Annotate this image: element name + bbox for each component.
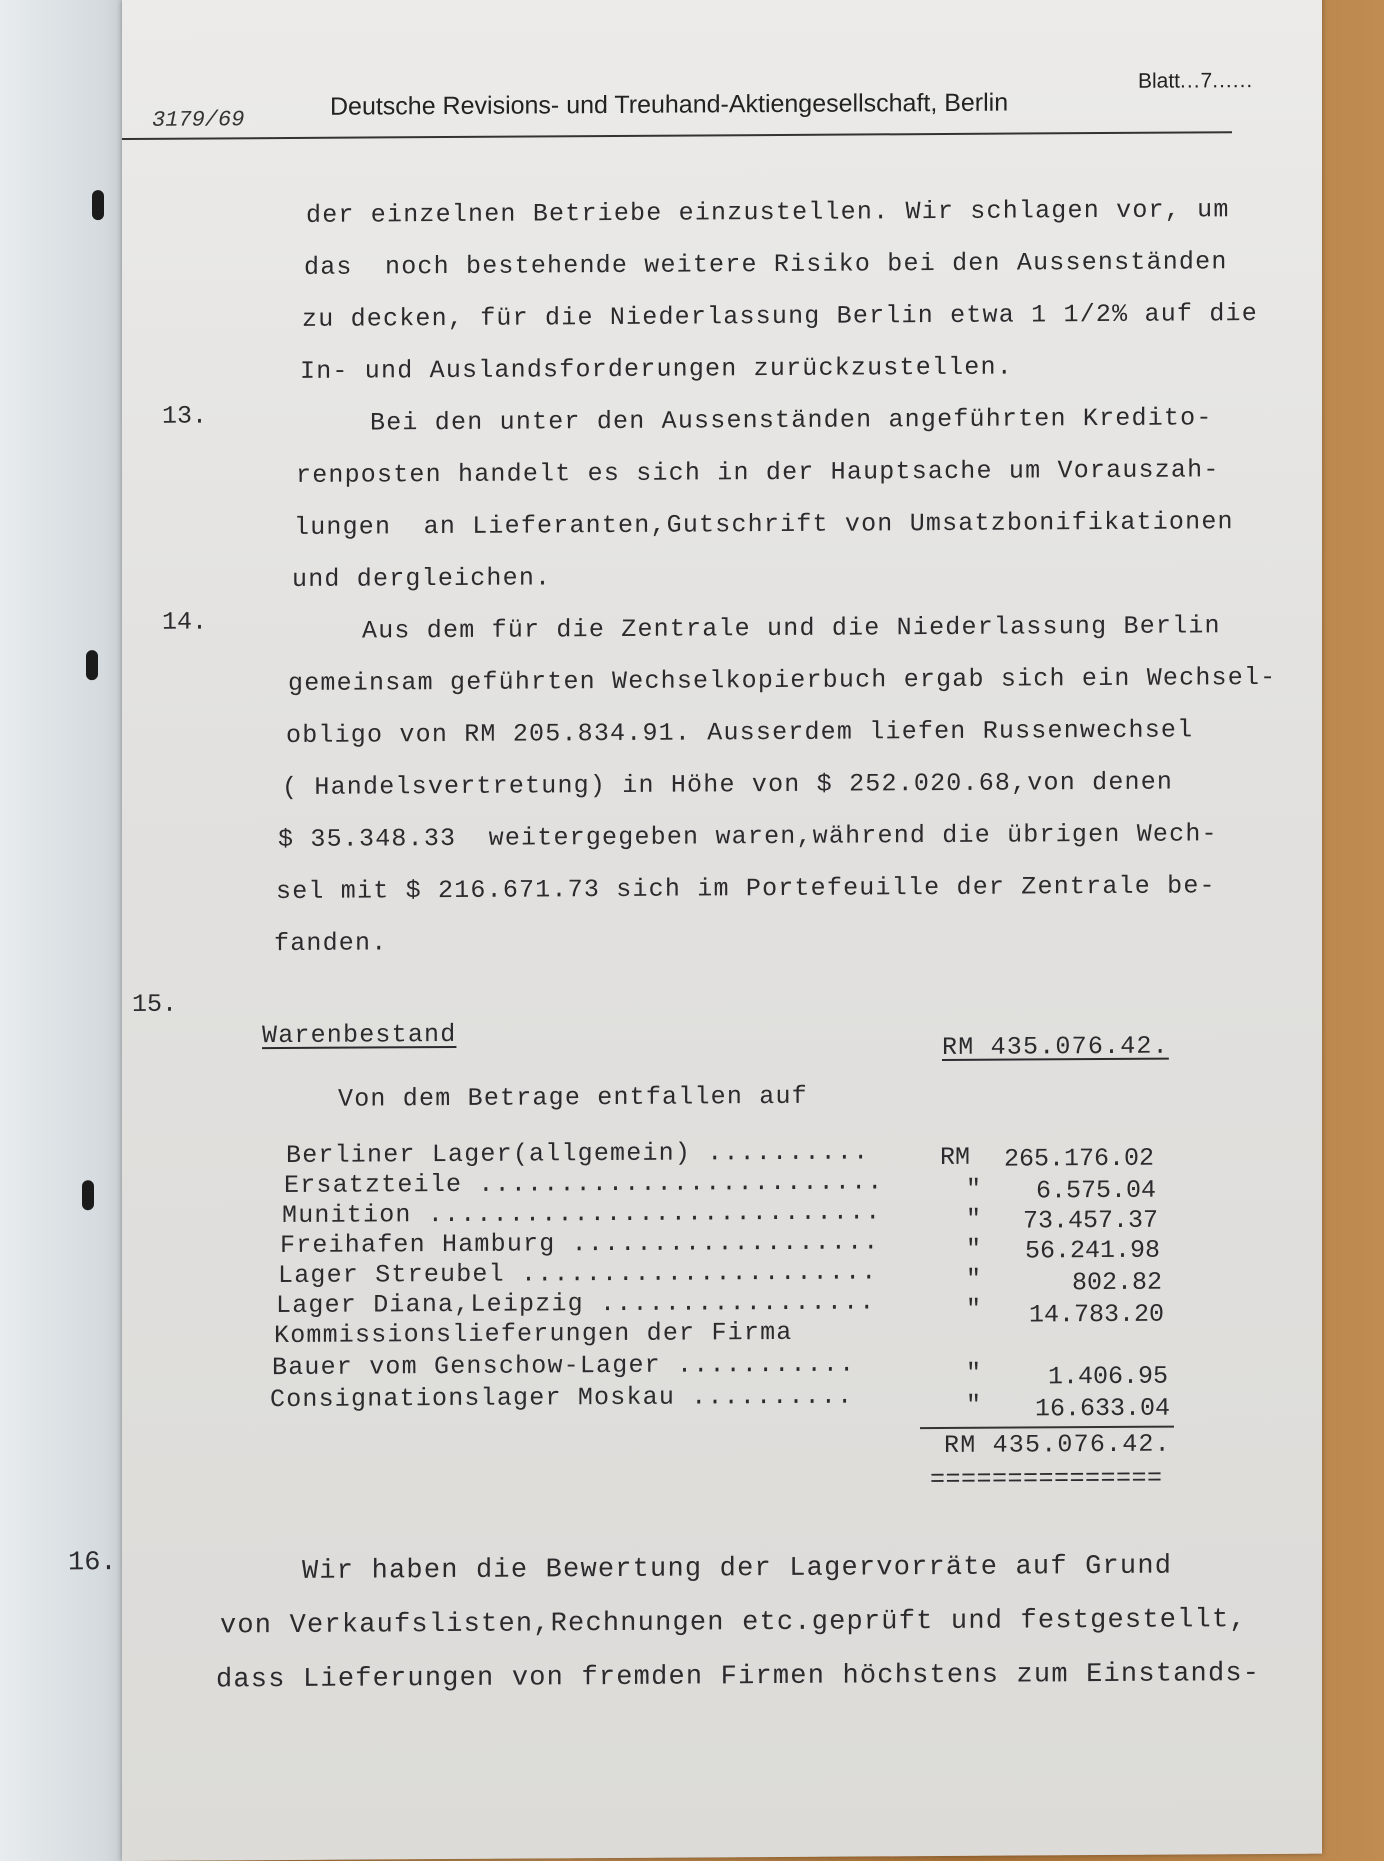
text-line: Von dem Betrage entfallen auf [338,1081,808,1114]
row-amount: 14.783.20 [1028,1299,1164,1330]
punch-hole [92,190,104,220]
row-label: Berliner Lager(allgemein) .......... [286,1137,870,1170]
text-line: der einzelnen Betriebe einzustellen. Wir schlagen vor, um [306,195,1230,230]
text-line: obligo von RM 205.834.91. Ausserdem liefen Russenwechsel [286,715,1194,750]
text-line: dass Lieferungen von fremden Firmen höchstens zum Einstands- [216,1659,1261,1696]
row-amount: 16.633.04 [1034,1393,1170,1424]
section-heading: Warenbestand [262,1019,457,1051]
row-amount: 73.457.37 [1022,1205,1158,1236]
row-currency: " [966,1264,982,1294]
text-line: renposten handelt es sich in der Hauptsache um Vorauszah- [296,455,1220,490]
text-line: zu decken, für die Niederlassung Berlin etwa 1 1/2% auf die [302,299,1258,334]
inventory-total: RM 435.076.42. [944,1429,1171,1460]
row-label: Lager Diana,Leipzig ................. [276,1287,876,1321]
paragraph-number: 16. [68,1548,117,1579]
section-total: RM 435.076.42. [942,1031,1169,1062]
row-label: Freihafen Hamburg ................... [280,1227,880,1261]
row-label: Consignationslager Moskau .......... [270,1381,854,1415]
text-line: Bei den unter den Aussenständen angeführten Kredito- [370,403,1213,438]
double-rule: =============== [930,1463,1163,1495]
sheet-number: Blatt...7...... [1138,69,1254,93]
paragraph-number: 15. [132,989,178,1019]
row-amount: 1.406.95 [1047,1361,1168,1392]
underlying-page [0,0,130,1861]
company-name: Deutsche Revisions- und Treuhand-Aktiengesellschaft, Berlin [330,88,1009,121]
row-currency: " [966,1390,982,1420]
punch-hole [86,650,98,680]
row-currency: " [966,1234,982,1264]
document-reference: 3179/69 [152,107,245,133]
row-currency: RM [940,1142,971,1173]
paragraph-number: 14. [162,607,208,637]
text-line: lungen an Lieferanten,Gutschrift von Umsatzbonifikationen [294,507,1234,542]
header-rule [122,131,1232,140]
row-label: Ersatzteile ......................... [284,1167,884,1201]
text-line: Aus dem für die Zentrale und die Niederlassung Berlin [362,611,1221,646]
text-line: und dergleichen. [292,563,552,594]
row-amount: 56.241.98 [1024,1235,1160,1266]
row-label: Munition ............................ [282,1197,882,1231]
sum-rule [920,1426,1174,1430]
text-line: von Verkaufslisten,Rechnungen etc.geprüft und festgestellt, [220,1605,1247,1642]
row-currency: " [966,1358,982,1388]
row-amount: 6.575.04 [1035,1175,1156,1206]
row-currency: " [966,1294,982,1324]
row-amount: 265.176.02 [1003,1143,1154,1174]
paragraph-number: 13. [162,401,208,431]
row-label: Bauer vom Genschow-Lager ........... [272,1349,856,1383]
text-line: das noch bestehende weitere Risiko bei den Aussenständen [304,247,1228,282]
row-label: Lager Streubel ...................... [278,1257,878,1291]
row-currency: " [966,1174,982,1204]
document-page [68,0,1322,1861]
text-line: ( Handelsvertretung) in Höhe von $ 252.020.68,von denen [282,767,1174,803]
text-line: In- und Auslandsforderungen zurückzustellen. [300,352,1013,386]
text-line: fanden. [274,928,388,959]
text-line: gemeinsam geführten Wechselkopierbuch ergab sich ein Wechsel- [288,662,1277,698]
text-line: Wir haben die Bewertung der Lagervorräte auf Grund [302,1551,1173,1587]
punch-hole [82,1180,94,1210]
sheet-value: 7 [1200,69,1213,93]
sheet-label: Blatt [1138,69,1181,93]
row-amount: 802.82 [1071,1267,1162,1298]
text-line: sel mit $ 216.671.73 sich im Portefeuille der Zentrale be- [276,871,1216,907]
row-currency: " [966,1204,982,1234]
row-label: Kommissionslieferungen der Firma [274,1317,793,1351]
text-line: $ 35.348.33 weitergegeben waren,während die übrigen Wech- [278,819,1218,855]
